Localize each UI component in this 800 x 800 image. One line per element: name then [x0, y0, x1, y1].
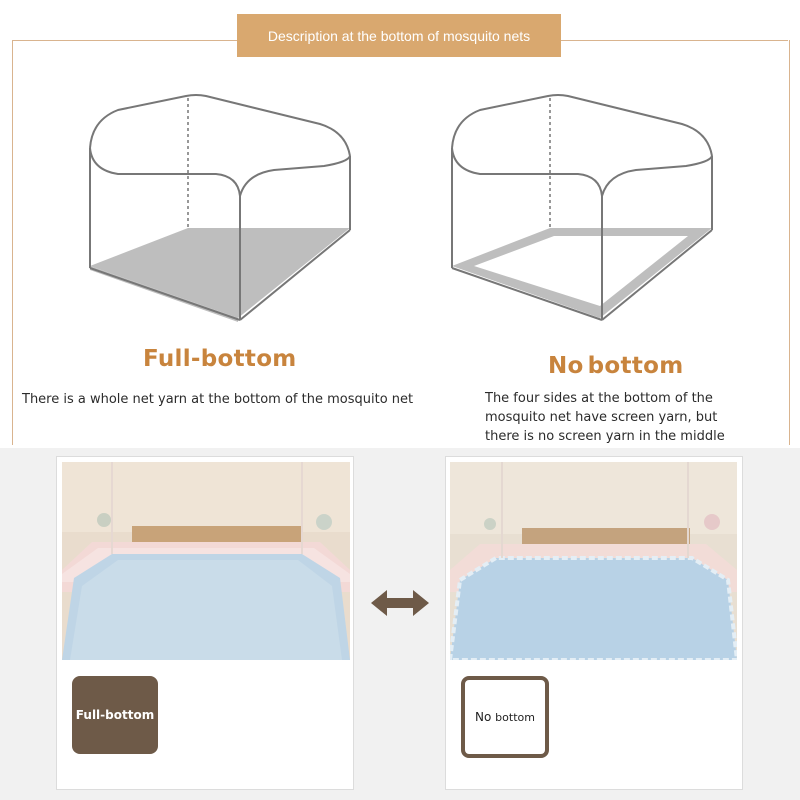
no-bottom-title-part1: No	[548, 353, 584, 379]
full-bottom-title: Full-bottom	[143, 346, 297, 372]
description-line: mosquito net have screen yarn, but	[485, 410, 718, 425]
full-bottom-swatch	[72, 676, 158, 754]
no-bottom-swatch-label-part2: bottom	[495, 711, 535, 724]
full-bottom-photo	[62, 462, 350, 660]
full-bottom-swatch-label: Full-bottom	[75, 708, 155, 722]
no-bottom-title	[548, 353, 683, 379]
description-line: There is a whole net yarn at the bottom of the mosquito net	[22, 392, 414, 407]
header-title: Description at the bottom of mosquito nets	[237, 14, 561, 57]
double-arrow-icon	[371, 590, 429, 621]
no-bottom-photo	[450, 462, 737, 660]
no-bottom-net-diagram	[440, 90, 730, 330]
full-bottom-net-diagram	[78, 90, 368, 330]
no-bottom-title-part2: bottom	[587, 353, 684, 379]
no-bottom-swatch	[461, 676, 549, 758]
no-bottom-description	[485, 389, 725, 446]
full-bottom-description	[22, 390, 413, 409]
no-bottom-swatch-label	[475, 710, 535, 724]
description-line: The four sides at the bottom of the	[485, 391, 713, 406]
no-bottom-swatch-label-part1: No	[475, 710, 492, 724]
description-line: there is no screen yarn in the middle	[485, 429, 725, 444]
